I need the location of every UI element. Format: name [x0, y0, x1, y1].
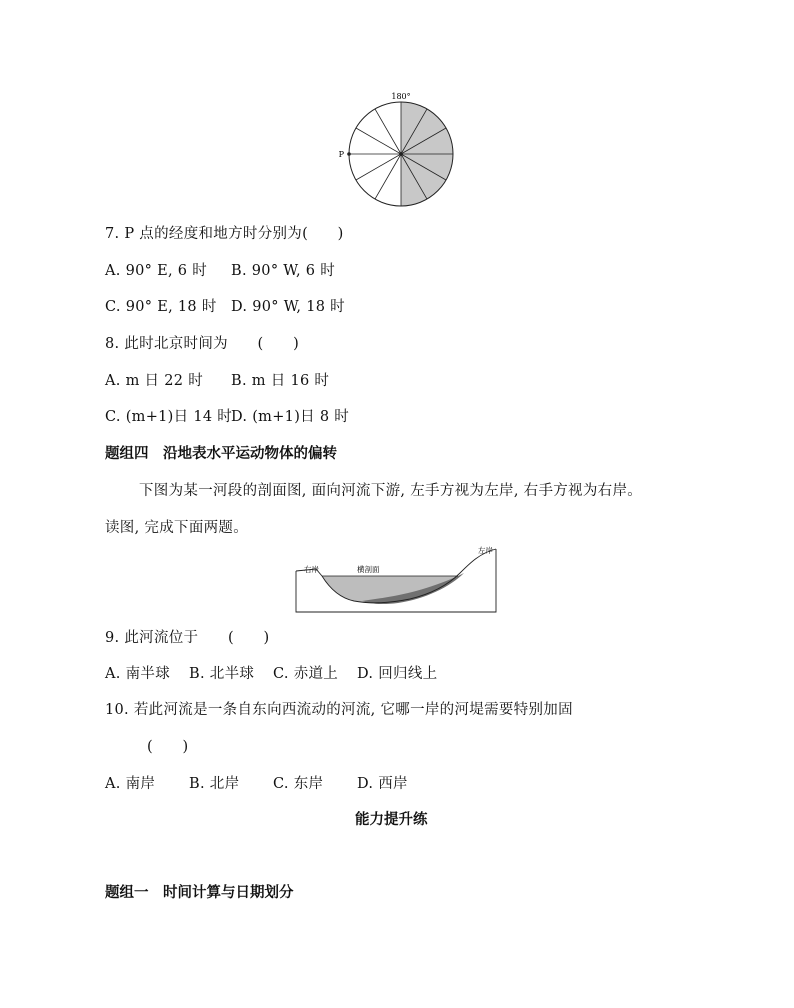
q9-options	[105, 662, 437, 683]
right-bank-label: 右岸	[304, 565, 319, 574]
group4-title: 题组四 沿地表水平运动物体的偏转	[105, 445, 337, 462]
q10-stem-cont: ( )	[147, 739, 189, 755]
q8-options-row1	[105, 369, 329, 390]
meridian-line	[356, 128, 401, 154]
q8-option-c[interactable]: C. (m+1)日 14 时	[105, 409, 233, 425]
q10-option-d[interactable]: D. 西岸	[357, 776, 408, 792]
point-p-dot	[347, 152, 351, 156]
q10-option-b[interactable]: B. 北岸	[189, 776, 240, 792]
q8-stem: 8. 此时北京时间为 ( )	[105, 336, 300, 352]
q7-options-row2	[105, 295, 345, 316]
group1-title: 题组一 时间计算与日期划分	[105, 884, 294, 901]
q10-stem: 10. 若此河流是一条自东向西流动的河流, 它哪一岸的河堤需要特别加固	[105, 702, 573, 718]
group4-intro-line1: 下图为某一河段的剖面图, 面向河流下游, 左手方视为左岸, 右手方视为右岸。	[139, 483, 643, 499]
q9-option-b[interactable]: B. 北半球	[189, 666, 255, 682]
q10-option-a[interactable]: A. 南岸	[105, 776, 156, 792]
river-cross-section-figure	[290, 543, 502, 615]
polar-view-figure	[330, 88, 470, 208]
q9-option-c[interactable]: C. 赤道上	[273, 666, 339, 682]
section-title: 能力提升练	[355, 811, 428, 828]
left-bank-label: 左岸	[478, 546, 493, 555]
meridian-line	[375, 109, 401, 154]
pole-dot	[399, 152, 403, 156]
q8-options-row2	[105, 405, 349, 426]
q10-option-c[interactable]: C. 东岸	[273, 776, 324, 792]
q7-option-c[interactable]: C. 90° E, 18 时	[105, 299, 217, 315]
q9-option-a[interactable]: A. 南半球	[105, 666, 170, 682]
q7-option-a[interactable]: A. 90° E, 6 时	[105, 263, 208, 279]
q9-stem: 9. 此河流位于 ( )	[105, 630, 270, 646]
q7-option-b[interactable]: B. 90° W, 6 时	[231, 263, 336, 279]
q7-options-row1	[105, 259, 335, 280]
q8-option-d[interactable]: D. (m+1)日 8 时	[231, 409, 350, 425]
longitude-180-label: 180°	[391, 92, 411, 101]
group4-intro-line2: 读图, 完成下面两题。	[105, 520, 249, 536]
q8-option-b[interactable]: B. m 日 16 时	[231, 373, 330, 389]
point-p-label: P	[338, 150, 344, 159]
cross-section-label: 横剖面	[357, 565, 380, 574]
q7-stem: 7. P 点的经度和地方时分别为( )	[105, 226, 344, 242]
q8-option-a[interactable]: A. m 日 22 时	[105, 373, 204, 389]
q9-option-d[interactable]: D. 回归线上	[357, 666, 438, 682]
meridian-line	[356, 154, 401, 180]
q7-option-d[interactable]: D. 90° W, 18 时	[231, 299, 345, 315]
meridian-line	[375, 154, 401, 199]
q10-options	[105, 772, 408, 793]
